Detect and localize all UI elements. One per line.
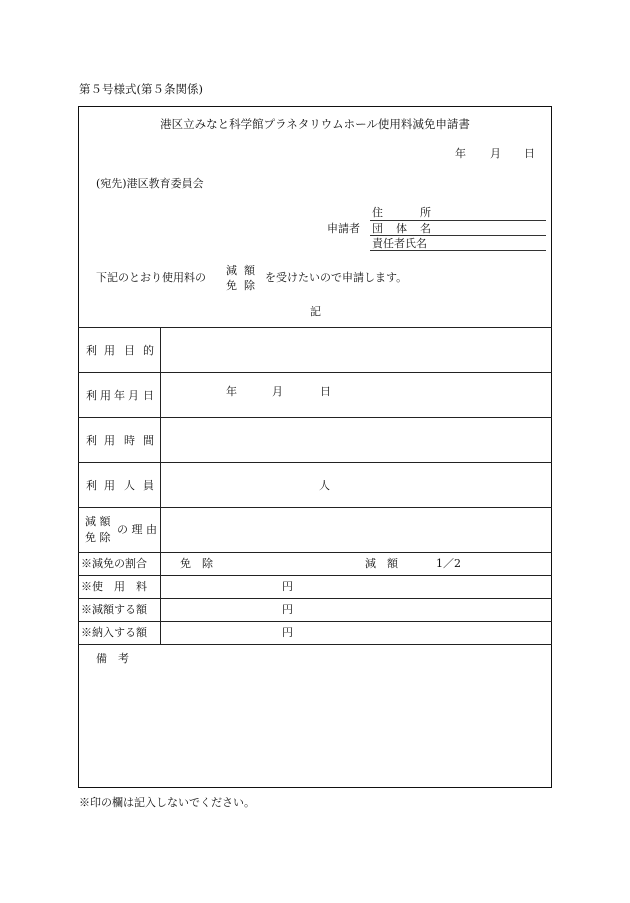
- paid-yen: 円: [282, 626, 293, 639]
- row-divider: [78, 575, 552, 576]
- persons-label-3: 人: [124, 479, 135, 492]
- reason-reduce: 減 額: [85, 515, 111, 528]
- date-day: 日: [524, 147, 535, 160]
- remarks-field[interactable]: [80, 670, 550, 785]
- purpose-field[interactable]: [162, 329, 550, 371]
- date-label-1: 利: [86, 389, 97, 402]
- time-label-2: 用: [104, 434, 115, 447]
- option-exempt-2: 除: [244, 279, 255, 292]
- reason-field[interactable]: [162, 509, 550, 551]
- footnote: ※印の欄は記入しないでください。: [79, 796, 255, 809]
- row-divider: [78, 417, 552, 418]
- remarks-label: 備 考: [96, 652, 129, 665]
- persons-label-1: 利: [86, 479, 97, 492]
- option-exempt-1: 免: [226, 279, 237, 292]
- request-before: 下記のとおり使用料の: [96, 271, 206, 284]
- ki-label: 記: [310, 305, 321, 318]
- ratio-reduce: 減 額: [365, 557, 398, 570]
- applicant-label: 申請者: [327, 222, 360, 235]
- responsible-label: 責任者氏名: [372, 237, 427, 250]
- date-month: 月: [490, 147, 501, 160]
- group-name-field[interactable]: [370, 235, 546, 236]
- row-divider: [78, 462, 552, 463]
- row-divider: [78, 644, 552, 645]
- time-label-4: 間: [143, 434, 154, 447]
- group-label-3: 名: [420, 222, 431, 235]
- time-label-3: 時: [124, 434, 135, 447]
- reduced-yen: 円: [282, 603, 293, 616]
- date-label-3: 年: [114, 389, 125, 402]
- option-reduce-2: 額: [244, 264, 255, 277]
- fee-label: ※使 用 料: [81, 580, 147, 593]
- date-label-4: 月: [128, 389, 139, 402]
- ratio-label: ※減免の割合: [81, 557, 147, 570]
- row-divider: [78, 598, 552, 599]
- request-after: を受けたいので申請します。: [265, 271, 408, 284]
- date-label-5: 日: [143, 389, 154, 402]
- purpose-label-4: 的: [143, 344, 154, 357]
- addressee: (宛先)港区教育委員会: [96, 177, 204, 190]
- date-label-2: 用: [100, 389, 111, 402]
- row-divider: [78, 327, 552, 328]
- time-label-1: 利: [86, 434, 97, 447]
- group-label-1: 団: [372, 222, 383, 235]
- use-date-day: 日: [320, 385, 331, 398]
- purpose-label-2: 用: [104, 344, 115, 357]
- purpose-label-1: 利: [86, 344, 97, 357]
- responsible-name-field[interactable]: [370, 250, 546, 251]
- address-label-2: 所: [420, 206, 431, 219]
- use-date-month: 月: [272, 385, 283, 398]
- paid-label: ※納入する額: [81, 626, 147, 639]
- address-field[interactable]: [370, 220, 546, 221]
- reduced-label: ※減額する額: [81, 603, 147, 616]
- ratio-exempt: 免 除: [180, 557, 213, 570]
- persons-label-4: 員: [143, 479, 154, 492]
- label-column-divider: [160, 327, 161, 644]
- row-divider: [78, 372, 552, 373]
- option-reduce-1: 減: [226, 264, 237, 277]
- row-divider: [78, 507, 552, 508]
- form-number-label: 第５号様式(第５条関係): [79, 82, 203, 96]
- form-title: 港区立みなと科学館プラネタリウムホール使用料減免申請書: [160, 117, 470, 131]
- purpose-label-3: 目: [124, 344, 135, 357]
- reason-exempt: 免 除: [85, 531, 111, 544]
- ratio-value: 1／2: [436, 557, 461, 570]
- fee-yen: 円: [282, 580, 293, 593]
- date-year: 年: [455, 147, 466, 160]
- address-label-1: 住: [372, 206, 383, 219]
- use-date-year: 年: [226, 385, 237, 398]
- time-field[interactable]: [162, 419, 550, 461]
- group-label-2: 体: [396, 222, 407, 235]
- reason-suffix: の 理 由: [117, 523, 157, 536]
- row-divider: [78, 621, 552, 622]
- persons-label-2: 用: [104, 479, 115, 492]
- persons-unit: 人: [319, 479, 330, 492]
- row-divider: [78, 552, 552, 553]
